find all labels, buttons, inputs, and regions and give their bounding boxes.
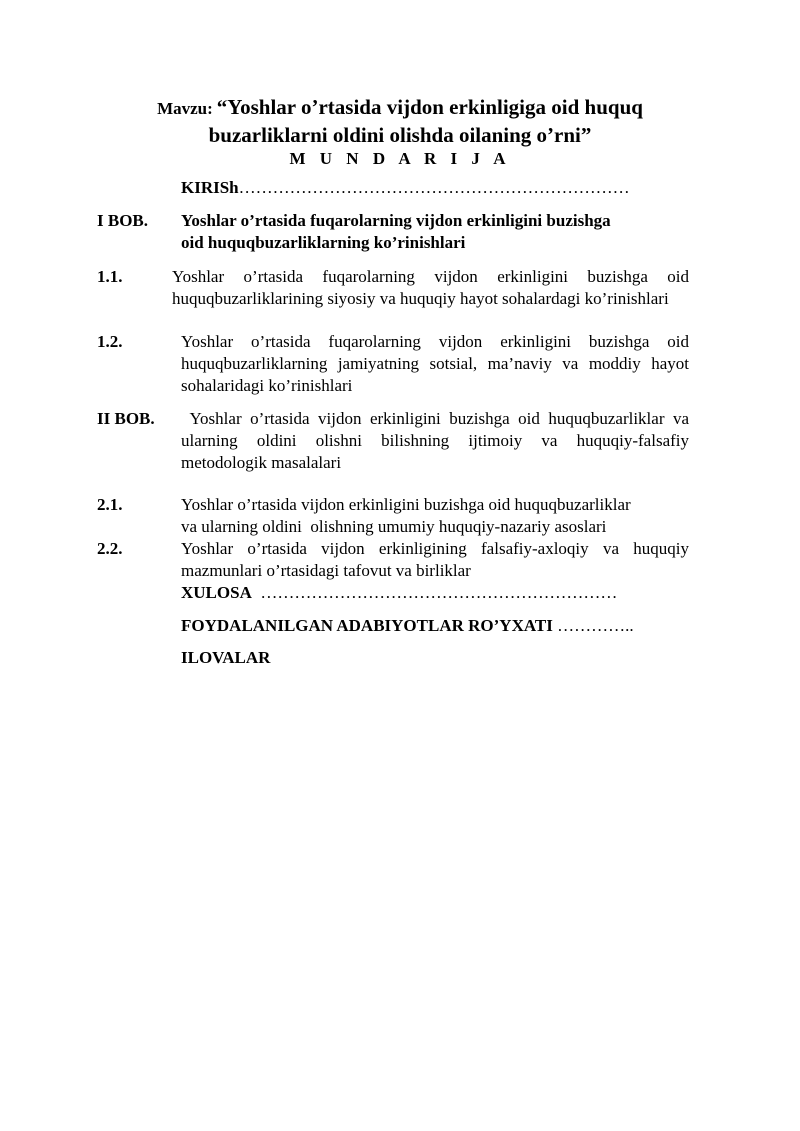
chapter-2-text: Yoshlar o’rtasida vijdon erkinligini buzishga oid huquqbuzarliklar va ularning oldini olishni bilishning ijtimoiy va huquqiy-falsafiy metodologik masalalari bbox=[181, 409, 694, 472]
contents-heading: M U N D A R I J A bbox=[289, 149, 511, 168]
title-line-1 bbox=[100, 94, 700, 123]
section-2-2-number: 2.2. bbox=[97, 539, 123, 558]
toc-appendices: ILOVALAR bbox=[181, 648, 271, 667]
section-1-2-text: Yoshlar o’rtasida fuqarolarning vijdon erkinligini buzishga oid huquqbuzarliklarning jamiyatning sotsial, ma’naviy va moddiy hayot sohalaridagi ko’rinishlari bbox=[181, 332, 689, 395]
toc-conclusion-label: XULOSA bbox=[181, 583, 252, 602]
section-2-2-text: Yoshlar o’rtasida vijdon erkinligining falsafiy-axloqiy va huquqiy mazmunlari o’rtasidagi tafovut va birliklar bbox=[181, 539, 689, 580]
section-2-1-number: 2.1. bbox=[97, 495, 123, 514]
chapter-1-title-line-1: Yoshlar o’rtasida fuqarolarning vijdon erkinligini buzishga bbox=[181, 211, 611, 230]
chapter-1-title-line-2: oid huquqbuzarliklarning ko’rinishlari bbox=[181, 233, 466, 252]
section-1-1-text: Yoshlar o’rtasida fuqarolarning vijdon erkinligini buzishga oid huquqbuzarliklarining siyosiy va huquqiy hayot sohalardagi ko’rinishlari bbox=[172, 267, 689, 308]
toc-conclusion bbox=[181, 582, 617, 604]
section-1-2-number: 1.2. bbox=[97, 332, 123, 351]
chapter-1-number: I BOB. bbox=[97, 211, 149, 230]
section-1-1-number: 1.1. bbox=[97, 267, 123, 286]
toc-intro bbox=[181, 177, 630, 199]
chapter-2-number: II BOB. bbox=[97, 409, 155, 428]
document-title-part-1: “Yoshlar o’rtasida vijdon erkinligiga oid huquq bbox=[216, 95, 643, 119]
toc-references-leader: ………….. bbox=[552, 616, 634, 635]
toc-references bbox=[181, 615, 634, 637]
toc-conclusion-leader: ……………………………………………………… bbox=[251, 583, 618, 602]
toc-intro-leader: …………………………………………………………… bbox=[238, 178, 630, 197]
toc-intro-label: KIRISh bbox=[181, 178, 239, 197]
toc-references-label: FOYDALANILGAN ADABIYOTLAR RO’YXATI bbox=[181, 616, 553, 635]
section-2-1-line-2: va ularning oldini olishning umumiy huquqiy-nazariy asoslari bbox=[181, 517, 607, 536]
mavzu-label: Mavzu: bbox=[157, 99, 213, 118]
title-block bbox=[100, 94, 700, 170]
section-2-1-line-1: Yoshlar o’rtasida vijdon erkinligini buzishga oid huquqbuzarliklar bbox=[181, 495, 631, 514]
document-title-part-2: buzarliklarni oldini olishda oilaning o’rni” bbox=[208, 123, 592, 147]
